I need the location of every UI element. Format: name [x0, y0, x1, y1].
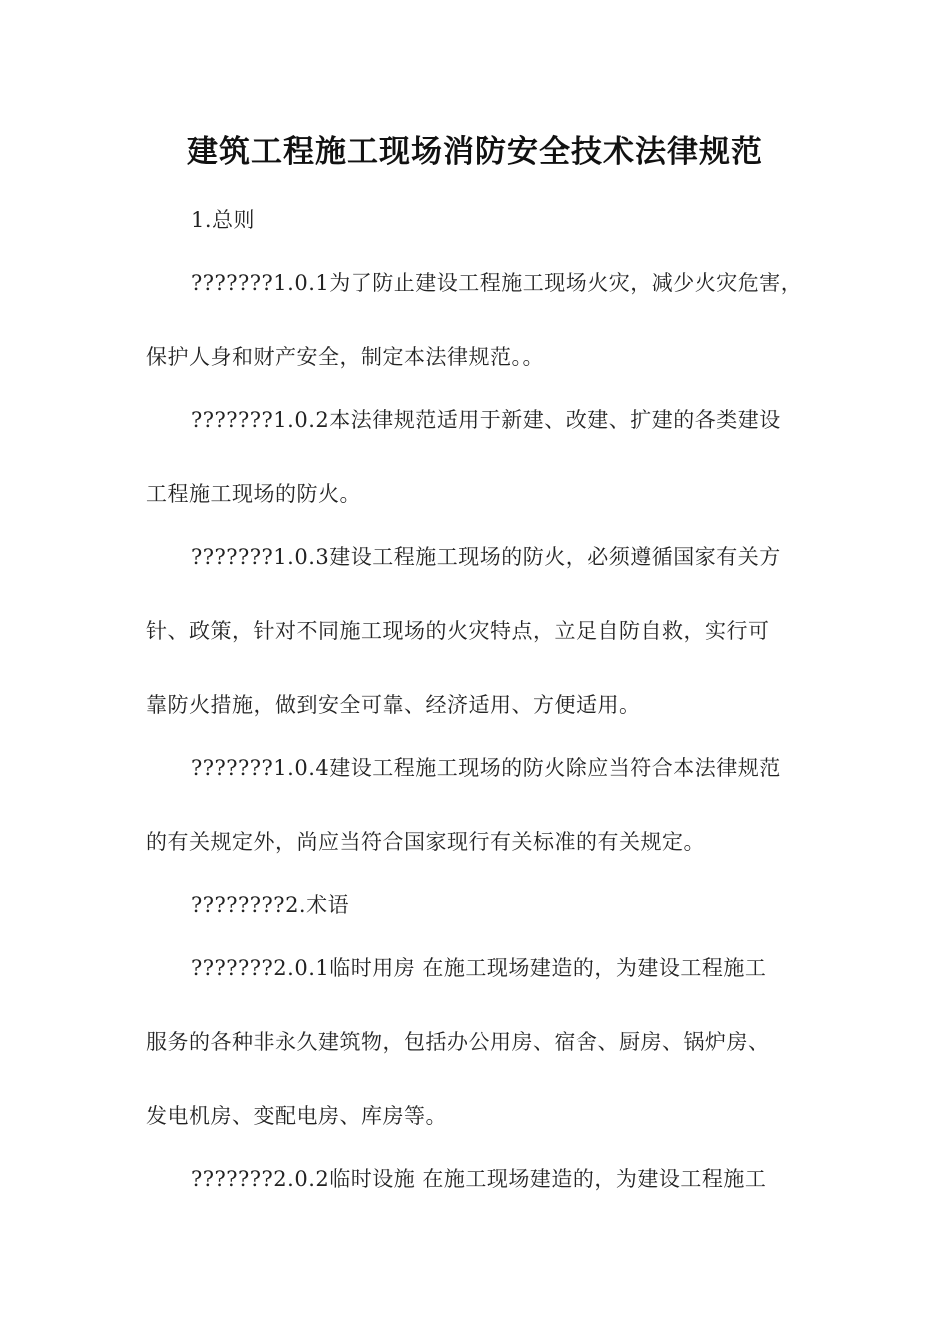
clause-2-0-1-line-1: ???????2.0.1临时用房 在施工现场建造的，为建设工程施工	[191, 956, 767, 980]
clause-1-0-2-line-1: ???????1.0.2本法律规范适用于新建、改建、扩建的各类建设	[191, 408, 781, 432]
clause-2-0-1-line-2: 服务的各种非永久建筑物，包括办公用房、宿舍、厨房、锅炉房、	[146, 1030, 770, 1054]
clause-1-0-3-line-3: 靠防火措施，做到安全可靠、经济适用、方便适用。	[146, 693, 641, 717]
clause-2-0-1-line-3: 发电机房、变配电房、库房等。	[146, 1104, 447, 1128]
clause-1-0-2-line-2: 工程施工现场的防火。	[146, 482, 361, 506]
clause-1-0-4-line-2: 的有关规定外，尚应当符合国家现行有关标准的有关规定。	[146, 830, 705, 854]
clause-1-0-3-line-2: 针、政策，针对不同施工现场的火灾特点，立足自防自救，实行可	[146, 619, 770, 643]
document-title: 建筑工程施工现场消防安全技术法律规范	[187, 134, 763, 170]
section-heading-general: 1.总则	[191, 208, 256, 232]
section-heading-terms: ????????2.术语	[191, 893, 350, 917]
clause-1-0-1-line-1: ???????1.0.1为了防止建设工程施工现场火灾，减少火灾危害，	[191, 271, 803, 295]
clause-1-0-1-line-2: 保护人身和财产安全，制定本法律规范。。	[146, 345, 544, 369]
clause-1-0-3-line-1: ???????1.0.3建设工程施工现场的防火，必须遵循国家有关方	[191, 545, 781, 569]
clause-1-0-4-line-1: ???????1.0.4建设工程施工现场的防火除应当符合本法律规范	[191, 756, 781, 780]
clause-2-0-2-line-1: ???????2.0.2临时设施 在施工现场建造的，为建设工程施工	[191, 1167, 767, 1191]
